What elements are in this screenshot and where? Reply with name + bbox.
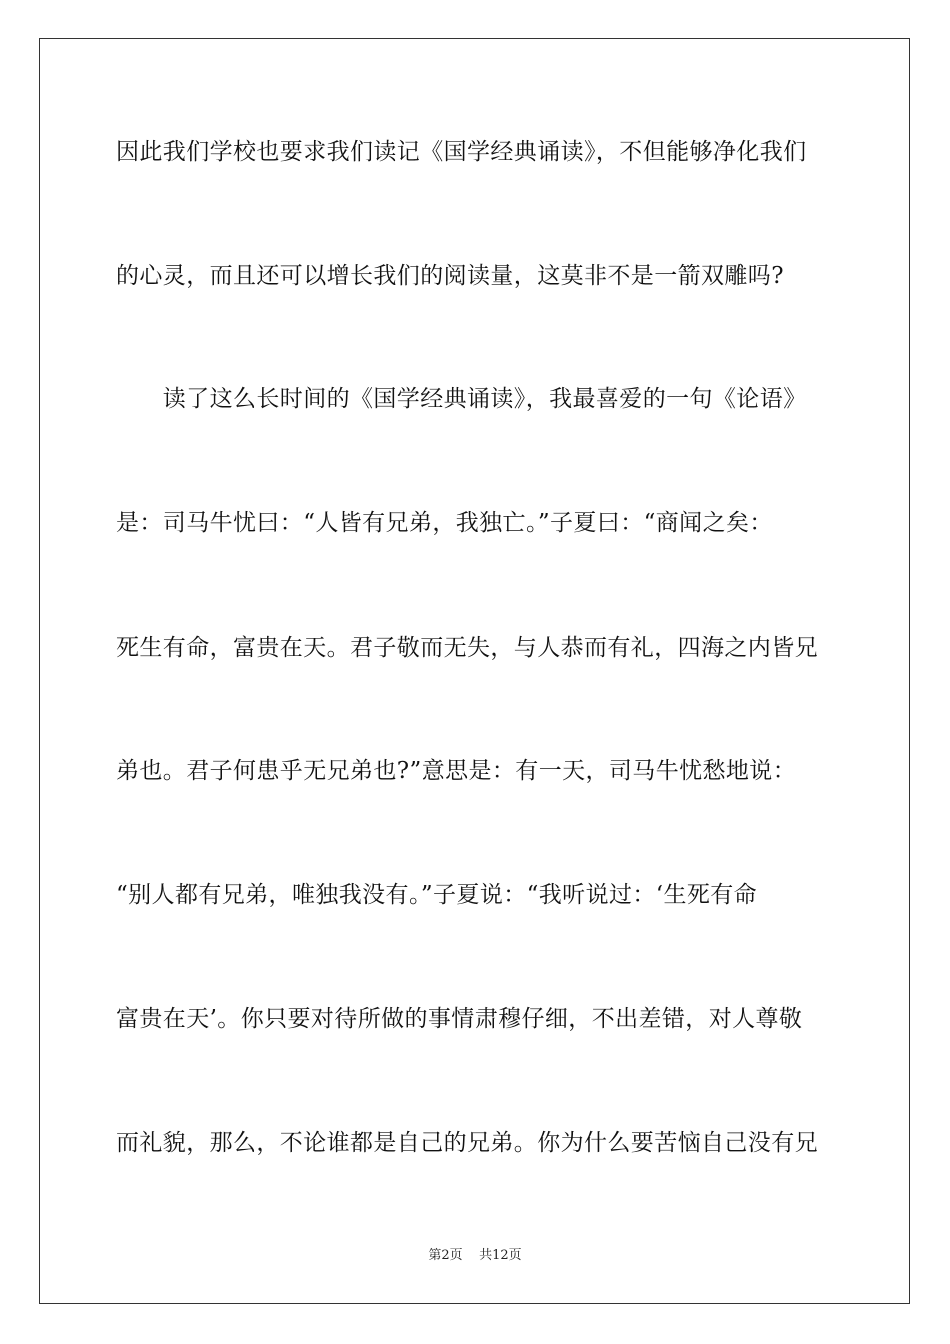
page-total: 共12页	[479, 1248, 522, 1263]
body-text-line-4: 是：司马牛忧曰：“人皆有兄弟，我独亡。”子夏曰：“商闻之矣：	[116, 510, 773, 536]
body-text-line-2: 的心灵，而且还可以增长我们的阅读量，这莫非不是一箭双雕吗?	[116, 263, 784, 289]
body-text-line-9: 而礼貌，那么，不论谁都是自己的兄弟。你为什么要苦恼自己没有兄	[116, 1130, 818, 1156]
body-text-line-7: “别人都有兄弟，唯独我没有。”子夏说：“我听说过：‘生死有命	[116, 882, 758, 908]
body-text-line-6: 弟也。君子何患乎无兄弟也?”意思是：有一天，司马牛忧愁地说：	[116, 758, 797, 784]
body-text-line-3: 读了这么长时间的《国学经典诵读》，我最喜爱的一句《论语》	[116, 386, 807, 412]
page-number: 第2页	[428, 1248, 463, 1263]
body-text-line-8: 富贵在天’。你只要对待所做的事情肃穆仔细，不出差错，对人尊敬	[116, 1006, 803, 1032]
page-border	[39, 38, 910, 1304]
body-text-line-5: 死生有命，富贵在天。君子敬而无失，与人恭而有礼，四海之内皆兄	[116, 635, 818, 661]
body-text-line-1: 因此我们学校也要求我们读记《国学经典诵读》，不但能够净化我们	[116, 139, 807, 165]
page-footer	[0, 1247, 950, 1265]
